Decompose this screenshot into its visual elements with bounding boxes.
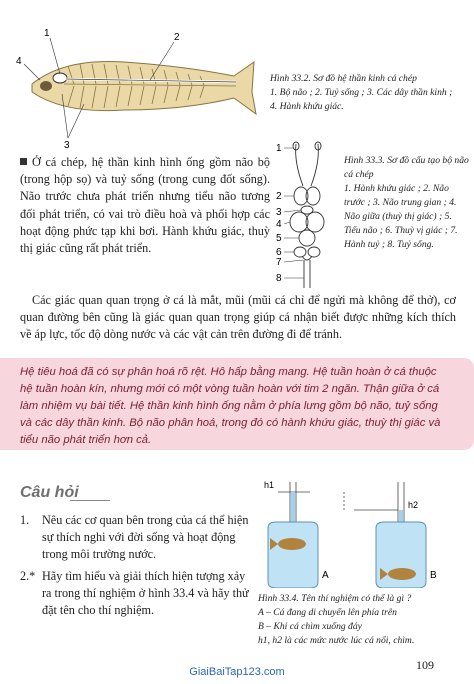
paragraph-nervous-system [20,154,270,257]
fish-label-1: 1 [44,28,50,39]
question-1 [20,512,256,564]
brain-label-3: 3 [276,207,282,218]
question-2-text: Hãy tìm hiểu và giải thích hiện tượng xảy ra trong thí nghiệm ở hình 33.4 và hãy thử đặt tên cho thí nghiệm. [42,569,249,618]
brain-label-5: 5 [276,233,282,244]
fish-nervous-system-figure [4,14,260,154]
summary-text: Hệ tiêu hoá đã có sự phân hoá rõ rệt. Hô hấp bằng mang. Hệ tuần hoàn ở cá thuộc hệ tuần hoàn kín, nhưng mới có một vòng tuần hoàn với tim 2 ngăn. Thận giữa ở cá làm nhiệm vụ bài tiết. Hệ thần kinh hình ống nằm ở phía lưng gồm bộ não, tuỷ sống và các dây thần kinh. Bộ não phân hoá, trong đó có hành khứu giác, thuỳ thị giác và tiểu não phát triển hơn cả. [20,366,441,446]
fish-label-2: 2 [174,32,180,43]
fig-33-3-items: 1. Hành khứu giác ; 2. Não trước ; 3. Não trung gian ; 4. Não giữa (thuỳ thị giác) ; 5. Tiểu não ; 6. Thuỳ vị giác ; 7. Hành tuỷ ; 8. Tuỷ sống. [344,183,458,250]
carp-brain-figure [276,138,338,288]
fig-33-2-caption [270,72,460,114]
question-2 [20,568,256,620]
fig-33-3-caption [344,154,470,252]
brain-label-2: 2 [276,191,282,202]
fig-33-4-line-a: A – Cá đang di chuyển lên phía trên [258,607,397,618]
fig-33-4-title: Hình 33.4. [258,593,299,604]
brain-label-1: 1 [276,143,282,154]
brain-label-6: 6 [276,247,282,258]
label-h1: h1 [264,480,275,490]
fish-label-4: 4 [16,56,22,67]
heading-underline [70,500,110,501]
jar-experiment-figure [258,478,472,588]
fig-33-4-caption [258,592,472,648]
fig-33-4-line-b: B – Khi cá chìm xuống đáy [258,621,362,632]
questions-heading: Câu hỏi [20,484,79,501]
watermark: GiaiBaiTap123.com [189,666,285,678]
fig-33-2-text: Sơ đồ hệ thần kinh cá chép [313,73,417,84]
brain-label-4: 4 [276,219,282,230]
fish-label-3: 3 [64,140,70,151]
question-1-text: Nêu các cơ quan bên trong của cá thể hiện sự thích nghi với đời sống và hoạt động trong môi trường nước. [42,513,249,562]
page-number: 109 [416,658,434,672]
question-1-number: 1. [20,513,30,527]
fig-33-4-text: Tên thí nghiệm có thể là gì ? [301,593,412,604]
fig-33-2-items: 1. Bộ não ; 2. Tuỷ sống ; 3. Các dây thần kinh ; 4. Hành khứu giác. [270,87,453,112]
fig-33-4-line-h: h1, h2 là các mức nước lúc cá nổi, chìm. [258,635,415,646]
label-a: A [322,570,329,581]
paragraph-2-text: Các giác quan quan trọng ở cá là mắt, mũi (mũi cá chỉ để ngửi mà không để thở), cơ quan đường bên cũng là giác quan quan trọng giúp cá nhận biết được những kích thích về áp lực, tốc độ dòng nước và các vật cản trên đường đi để tránh. [20,293,456,342]
brain-label-8: 8 [276,273,282,284]
label-b: B [430,570,437,581]
brain-label-7: 7 [276,257,282,268]
brain-marker [53,73,67,83]
fig-33-3-text: Sơ đồ cấu tạo bộ não cá chép [344,155,469,180]
fig-33-3-title: Hình 33.3. [344,155,385,166]
label-h2: h2 [408,500,419,510]
paragraph-sense-organs [20,292,456,344]
question-2-number: 2.* [20,569,36,583]
bullet-square-icon [20,158,27,165]
paragraph-1-text: Ở cá chép, hệ thần kinh hình ống gồm não bộ (trong hộp sọ) và tuỷ sống (trong cung đốt sống). Não trước chưa phát triển nhưng tiểu não tương đối phát triển, có vai trò điều hoà và phối hợp các hoạt động phức tạp khi bơi. Hành khứu giác, thuỳ thị giác cũng rất phát triển. [20,155,270,256]
summary-box [0,358,474,450]
fig-33-2-title: Hình 33.2. [270,73,311,84]
